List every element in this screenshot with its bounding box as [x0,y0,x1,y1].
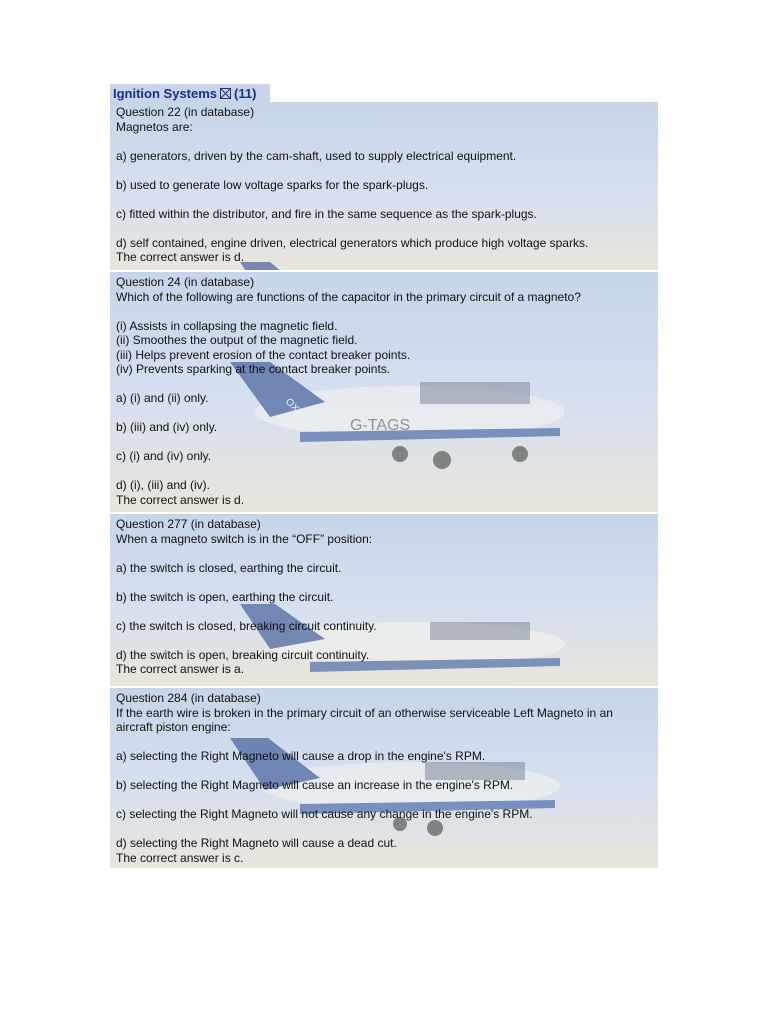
question-stem: Which of the following are functions of the capacitor in the primary circuit of a magneto? [116,289,581,304]
correct-answer: The correct answer is a. [116,662,245,676]
answer-option-d[interactable]: d) selecting the Right Magneto will cause a dead cut. [116,836,397,850]
question-heading: Question 284 (in database) [116,691,261,705]
answer-option-c[interactable]: c) the switch is closed, breaking circuit continuity. [116,618,377,633]
registration-text: G-TAGS [350,417,411,434]
section-title [110,84,270,102]
question-content [116,691,652,865]
answer-option-c[interactable]: c) (i) and (iv) only. [116,449,212,463]
question-stem: When a magneto switch is in the “OFF” position: [116,531,373,546]
question-panel-277 [110,514,658,686]
question-heading: Question 277 (in database) [116,517,261,531]
question-stem-line-2: aircraft piston engine: [116,720,231,734]
question-content [116,105,652,265]
question-panel-22 [110,102,658,270]
answer-option-a[interactable]: a) selecting the Right Magneto will cause a drop in the engine's RPM. [116,749,486,763]
answer-option-d[interactable]: d) the switch is open, breaking circuit continuity. [116,647,370,662]
answer-option-d[interactable]: d) self contained, engine driven, electrical generators which produce high voltage sparks. [116,235,589,250]
answer-option-a[interactable]: a) (i) and (ii) only. [116,391,209,405]
answer-option-d[interactable]: d) (i), (iii) and (iv). [116,478,211,492]
answer-option-c[interactable]: c) selecting the Right Magneto will not cause any change in the engine's RPM. [116,807,533,821]
correct-answer: The correct answer is d. [116,492,245,507]
answer-option-b[interactable]: b) (iii) and (iv) only. [116,420,218,434]
section-title-text: Ignition Systems [113,85,218,101]
answer-option-c[interactable]: c) fitted within the distributor, and fire in the same sequence as the spark-plugs. [116,206,537,221]
question-panel-24 [110,272,658,512]
answer-option-a[interactable]: a) generators, driven by the cam-shaft, used to supply electrical equipment. [116,148,517,163]
checkbox-crossed-icon [220,88,231,99]
question-panel-284 [110,688,658,868]
question-content [116,517,652,677]
answer-option-b[interactable]: b) the switch is open, earthing the circuit. [116,589,334,604]
livery-text: OXFORD [282,396,321,435]
section-count: (11) [234,85,257,101]
statement-item: (ii) Smoothes the output of the magnetic field. [116,333,358,347]
correct-answer: The correct answer is d. [116,250,245,264]
answer-option-b[interactable]: b) used to generate low voltage sparks for the spark-plugs. [116,177,429,192]
statement-item: (iv) Prevents sparking at the contact breaker points. [116,362,391,376]
answer-option-a[interactable]: a) the switch is closed, earthing the circuit. [116,560,342,575]
question-heading: Question 24 (in database) [116,275,255,289]
question-content [116,275,652,507]
statement-item: (i) Assists in collapsing the magnetic field. [116,318,338,333]
statement-item: (iii) Helps prevent erosion of the contact breaker points. [116,347,411,362]
answer-option-b[interactable]: b) selecting the Right Magneto will cause an increase in the engine's RPM. [116,778,514,792]
correct-answer: The correct answer is c. [116,850,244,865]
question-heading: Question 22 (in database) [116,105,255,119]
question-stem: Magnetos are: [116,119,193,134]
question-stem-line-1: If the earth wire is broken in the primary circuit of an otherwise serviceable Left Magneto in an [116,705,613,720]
